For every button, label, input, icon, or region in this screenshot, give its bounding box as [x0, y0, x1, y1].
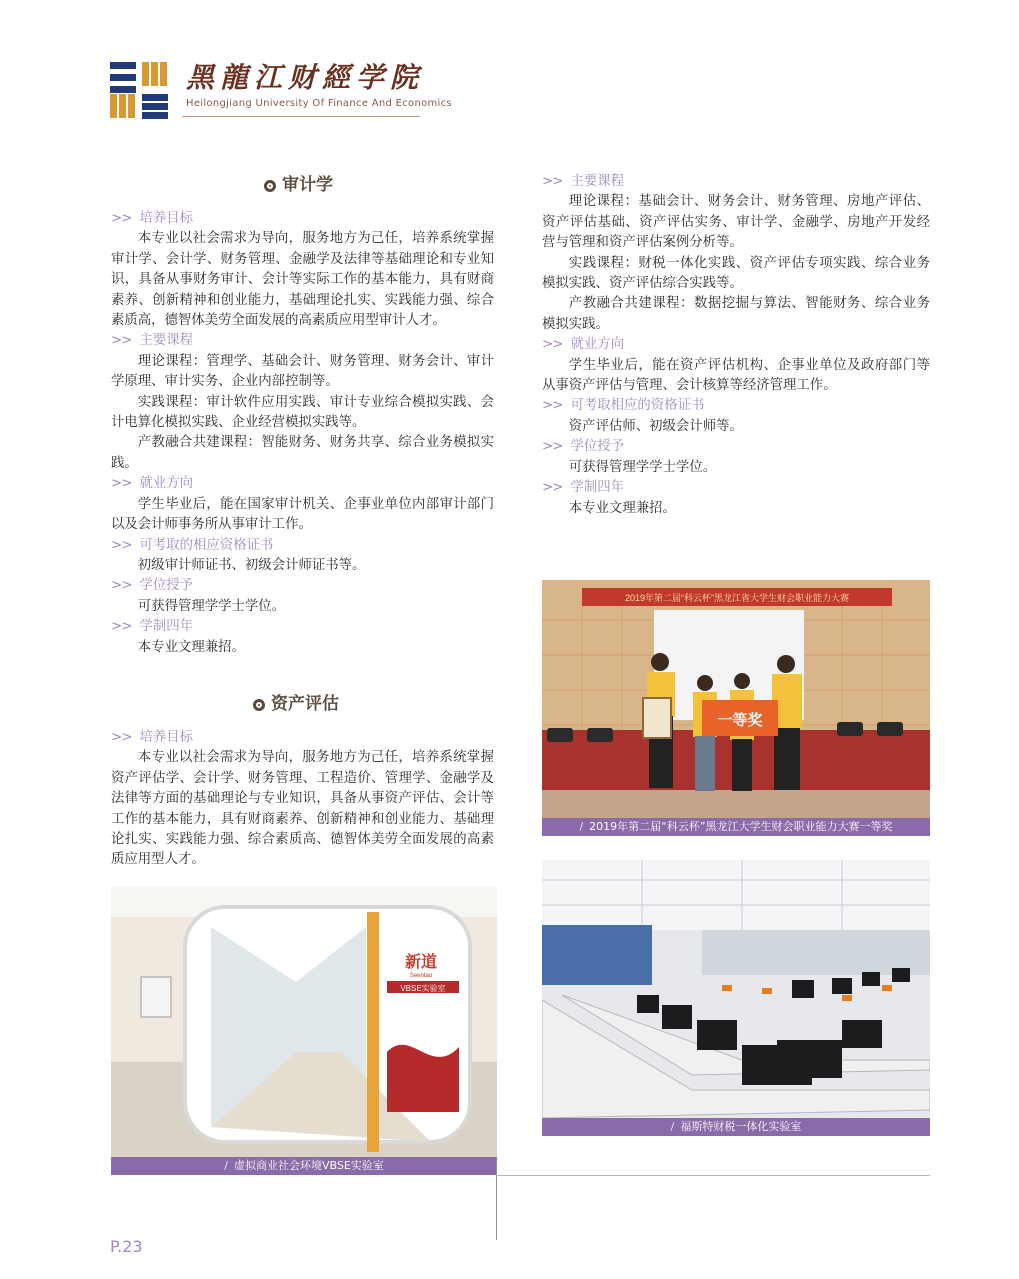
chevron-right-icon: >>	[111, 730, 132, 745]
chevron-right-icon: >>	[542, 174, 563, 189]
section-title-audit: 审计学	[264, 170, 333, 195]
vbse-photo	[111, 887, 497, 1157]
chevron-right-icon: >>	[542, 398, 563, 414]
asset-courses-joint: 产教融合共建课程：数据挖掘与算法、智能财务、综合业务模拟实践。	[542, 296, 930, 332]
asset-career-heading: >> 就业方向	[542, 337, 625, 353]
asset-section-body	[542, 172, 930, 519]
chevron-right-icon: >>	[111, 578, 132, 594]
audit-duration-text: 本专业文理兼招。	[137, 639, 245, 655]
vbse-sign-text: VBSE实验室	[400, 984, 446, 993]
asset-goal-heading: >> 培养目标	[111, 730, 194, 745]
asset-courses-heading: >> 主要课程	[542, 174, 625, 189]
header-divider	[182, 116, 420, 117]
lab-photo-caption: / 福斯特财税一体化实验室	[542, 1118, 930, 1136]
chevron-right-icon: >>	[542, 439, 563, 455]
vbse-brand-en-text: Seentao	[409, 973, 433, 979]
audit-cert-text: 初级审计师证书、初级会计师证书等。	[137, 557, 366, 573]
award-photo	[542, 580, 930, 818]
asset-goal-text: 本专业以社会需求为导向，服务地方为己任，培养系统掌握资产评估学、会计学、财务管理、工程造价、管理学、金融学及法律等方面的基础理论与专业知识，具备从事资产评估、会计等工作的基本能力，具有财商素养、创新精神和创业能力、基础理论扎实、实践能力强、综合素质高、德智体美劳全面发展的高素质应用型人才。	[111, 750, 494, 868]
asset-degree-heading: >> 学位授予	[542, 439, 625, 455]
audit-cert-heading: >> 可考取的相应资格证书	[111, 537, 274, 553]
audit-degree-text: 可获得管理学学士学位。	[137, 598, 286, 614]
asset-cert-heading: >> 可考取相应的资格证书	[542, 398, 705, 414]
circle-bullet-icon	[264, 180, 276, 192]
chevron-right-icon: >>	[542, 480, 563, 496]
chevron-right-icon: >>	[111, 619, 132, 635]
school-name: 黑龍江财經学院	[186, 61, 425, 94]
audit-courses-practice: 实践课程：审计软件应用实践、审计专业综合模拟实践、会计电算化模拟实践、企业经营模拟实践等。	[111, 394, 494, 431]
asset-career-text: 学生毕业后，能在资产评估机构、企事业单位及政府部门等从事资产评估与管理、会计核算等经济管理工作。	[542, 357, 930, 394]
page-number: P.23	[110, 1237, 143, 1256]
lab-photo	[542, 860, 930, 1118]
asset-duration-text: 本专业文理兼招。	[568, 500, 676, 516]
audit-degree-heading: >> 学位授予	[111, 578, 194, 594]
circle-bullet-icon	[253, 699, 265, 711]
asset-goal-block	[111, 728, 494, 871]
footer-divider-vertical	[496, 1160, 497, 1240]
school-logo-icon	[110, 62, 168, 118]
audit-career-heading: >> 就业方向	[111, 476, 194, 492]
chevron-right-icon: >>	[111, 537, 132, 553]
audit-goal-heading: >> 培养目标	[111, 211, 194, 226]
chevron-right-icon: >>	[111, 333, 132, 349]
school-name-english: Heilongjiang University Of Finance And Economics	[186, 98, 452, 109]
asset-degree-text: 可获得管理学学士学位。	[568, 459, 717, 475]
audit-career-text: 学生毕业后，能在国家审计机关、企事业单位内部审计部门以及会计师事务所从事审计工作。	[111, 496, 494, 533]
audit-courses-heading: >> 主要课程	[111, 333, 194, 349]
audit-courses-theory: 理论课程：管理学、基础会计、财务管理、财务会计、审计学原理、审计实务、企业内部控制等。	[111, 353, 494, 390]
chevron-right-icon: >>	[542, 337, 563, 353]
award-banner-text: 2019年第二届“科云杯”黑龙江省大学生财会职业能力大赛	[624, 593, 850, 603]
asset-courses-theory: 理论课程：基础会计、财务会计、财务管理、房地产评估、资产评估基础、资产评估实务、审计学、金融学、房地产开发经营与管理和资产评估案例分析等。	[542, 194, 930, 251]
audit-goal-text: 本专业以社会需求为导向，服务地方为己任，培养系统掌握审计学、会计学、财务管理、金融学及法律等基础理论和专业知识，具备从事财务审计、会计等实际工作的基本能力，具有财商素养、创新精神和创业能力，基础理论扎实、实践能力强、综合素质高，德智体美劳全面发展的高素质应用型审计人才。	[111, 231, 494, 329]
asset-duration-heading: >> 学制四年	[542, 480, 625, 496]
chevron-right-icon: >>	[111, 211, 132, 226]
asset-cert-text: 资产评估师、初级会计师等。	[568, 418, 743, 434]
award-board-text: 一等奖	[717, 712, 763, 729]
footer-divider-horizontal	[496, 1175, 930, 1176]
section-title-asset: 资产评估	[253, 689, 339, 714]
asset-courses-practice: 实践课程：财税一体化实践、资产评估专项实践、综合业务模拟实践、资产评估综合实践等。	[542, 255, 930, 292]
vbse-brand-text: 新道	[404, 954, 438, 971]
award-photo-caption: / 2019年第二届“科云杯”黑龙江大学生财会职业能力大赛一等奖	[542, 818, 930, 836]
audit-courses-joint: 产教融合共建课程：智能财务、财务共享、综合业务模拟实践。	[111, 435, 494, 471]
vbse-photo-caption: / 虚拟商业社会环境VBSE实验室	[111, 1157, 497, 1175]
chevron-right-icon: >>	[111, 476, 132, 492]
audit-duration-heading: >> 学制四年	[111, 619, 194, 635]
audit-section-body	[111, 209, 494, 658]
